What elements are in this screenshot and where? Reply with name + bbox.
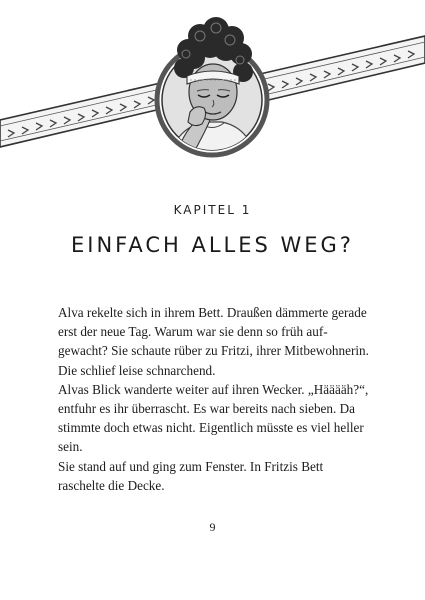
- chapter-label: KAPITEL 1: [173, 203, 252, 217]
- text-line: raschelte die Decke.: [58, 477, 165, 493]
- text-line: stimmte doch etwas nicht. Eigentlich müsste es viel heller: [58, 420, 364, 436]
- text-line: Sie stand auf und ging zum Fenster. In Fritzis Bett: [58, 458, 324, 474]
- ribbon-left: [0, 82, 165, 147]
- text-line: entfuhr es ihr überrascht. Es war bereits nach sieben. Da: [58, 401, 355, 417]
- text-line: Alvas Blick wanderte weiter auf ihren Wecker. „Hääääh?“,: [58, 381, 369, 397]
- page-number: 9: [209, 520, 216, 534]
- chapter-banner: [0, 0, 425, 175]
- ribbon-right: [260, 36, 425, 102]
- body-text: [58, 303, 378, 495]
- text-line: sein.: [58, 439, 83, 455]
- text-line: Alva rekelte sich in ihrem Bett. Draußen dämmerte gerade: [58, 305, 367, 320]
- chapter-title: EINFACH ALLES WEG?: [71, 233, 354, 257]
- text-line: Die schlief leise schnarchend.: [58, 362, 216, 378]
- text-line: gewacht? Sie schaute rüber zu Fritzi, ihrer Mitbewohnerin.: [58, 343, 369, 359]
- text-line: erst der neue Tag. Warum war sie denn so früh auf-: [58, 324, 328, 340]
